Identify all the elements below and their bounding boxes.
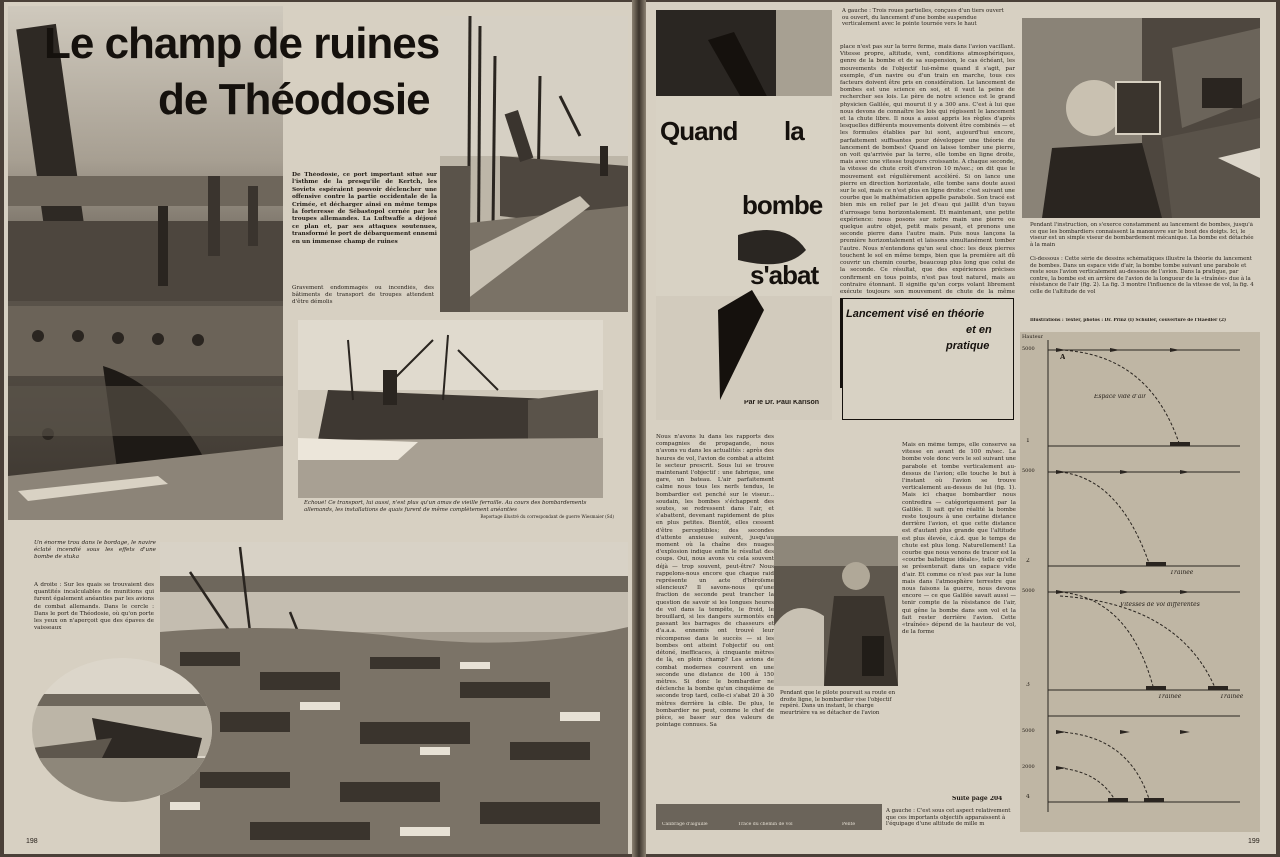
subtitle-line3: pratique xyxy=(946,340,990,352)
instruction-caption: Pendant l'instruction, on s'exerce constamment au lancement de bombes, jusqu'à ce que les bombardiers connaissent la manœuvre sur le bout des doigts. Ici, le viseur est un simple viseur de bombardement mécanique. La bombe est détachée à la main xyxy=(1030,222,1254,248)
left-page xyxy=(4,2,632,854)
ballistic-diagram-lines xyxy=(1020,332,1260,832)
diagram-alt-3: 5000 xyxy=(1022,588,1035,594)
strip-label-1: Calibrage d'aiguille xyxy=(662,822,708,827)
bombardier-photo xyxy=(774,536,898,686)
wreck-caption-body: Un énorme trou dans le bordage, le navire éclaté incendié sous les effets d'une bombe de stuka xyxy=(34,540,156,561)
diagram-top-axis: Hauteur xyxy=(1022,334,1044,340)
headline-quand: Quand xyxy=(660,116,738,146)
diagram-fig1-label: Espace vide d'air xyxy=(1094,394,1147,400)
subtitle-line2: et en xyxy=(966,324,992,336)
right-page-number: 199 xyxy=(1248,838,1260,845)
left-title-line1: Le champ de ruines xyxy=(44,19,440,68)
harbor-circle-photo xyxy=(32,658,212,802)
ballistic-diagram xyxy=(1020,332,1260,832)
diagram-fig3-a: Traînée xyxy=(1158,694,1182,700)
headline-sabat: s'abat xyxy=(750,260,819,290)
quay-caption: A droite : Sur les quais se trouvaient des quantités incalculables de munitions qui furent également anéanties par les avions de combat allemands. Dans le cercle : Dans le port de Théodosie, où qu'on porte les yeux on n'aperçoit que des épaves de vaisseaux xyxy=(34,582,154,632)
bottom-caption: A gauche : C'est sous cet aspect relativement que ces importants objectifs apparaissent à l'équipage d'une altitude de mille m xyxy=(886,808,1011,828)
diagram-fig-2: 2 xyxy=(1026,558,1030,564)
byline: Par le Dr. Paul Karlson xyxy=(744,400,820,406)
instruction-photo xyxy=(1022,18,1260,218)
diagram-fig2-label: Traînée xyxy=(1170,570,1194,576)
diagram-alt-2: 5000 xyxy=(1022,468,1035,474)
left-intro-body: De Théodosie, ce port important situé sur l'isthme de la presqu'île de Kertch, les Soviets espéraient pouvoir déclencher une offensive contre la partie occidentale de la Crimée, et décharger ainsi en même temps la forteresse de Sébastopol cernée par les troupes allemandes. La Luftwaffe a déjoué ce plan et, par ses attaques soutenues, transformé le port de débarquement ennemi en un immense champ de ruines xyxy=(292,172,437,245)
left-intro-text xyxy=(292,172,437,278)
headline-panel xyxy=(656,10,832,420)
col-a-text xyxy=(656,434,774,802)
col-c-text: Mais en même temps, elle conserve sa vitesse en avant de 100 m/sec. La bombe vole donc vers le sol suivant une parabole et tombe verticalement au-dessus de l'avion; elle touche le but à l'instant où l'avion se trouve verticalement au-dessus de lui (fig. 1). Mais ici chaque bombardier nous contredira — catégoriquement par la Galilée. Il sait qu'en réalité la bombe reste toujours à une certaine distance derrière l'avion, et que cette distance est d'autant plus grande que l'altitude est plus élevée, c.à.d. que le temps de chute est plus long. Naturellement! La courbe que nous venons de tracer est la «courbe balistique idéale», telle qu'elle se présenterait dans un espace vide d'air. Et comme ce n'est pas sur la lune mais dans l'atmosphère terrestre que nous faisons la guerre, nous devons encore — ce que Galilée savait aussi — tenir compte de la résistance de l'air, qui gêne la bombe dans son vol et la fait rester derrière l'avion. Cette «traînée» dépend de la hauteur de vol, de la forme xyxy=(902,442,1016,636)
diagram-fig3-b: Traînée xyxy=(1220,694,1244,700)
suite-page: Suite page 204 xyxy=(952,796,1003,802)
headline-bombe: bombe xyxy=(742,190,823,220)
strip-label-2: Tracé du chemin de vol xyxy=(738,822,793,827)
diagram-alt-4b: 2000 xyxy=(1022,764,1035,770)
diagram-credit: Illustrations : Texter, photos : Dr. Prinz (I) Schuller, couverture de l'Haedler (2) xyxy=(1030,318,1227,323)
wrecked-transport-photo xyxy=(298,320,603,498)
diagram-fig3-label: Vitesses de vol différentes xyxy=(1120,602,1200,608)
top-caption: A gauche : Trois roues partielles, conçues d'un tiers ouvert ou ouvert, du lancement d'une bombe suspendue verticalement avec le pointe tournée vers le haut xyxy=(842,8,1004,28)
diagram-point-a: A xyxy=(1060,354,1066,361)
col-a-body: Nous n'avons lu dans les rapports des compagnies de propagande, nous n'avons vu dans les actualités : après des heures de vol, l'avion de combat a atteint le secteur prescrit. Sous lui se trouve maintenant l'objectif : une fabrique, une gare, un bateau. L'air parfaitement calme nous tous les nerfs tendus, le bombardier est penché sur le viseur... soudain, les bombes s'échappent des soutes, se redressent dans l'air, et s'abattent, devenant rapidement de plus en plus petites. Bientôt, elles cessent d'être perceptibles; des secondes d'attente anxieuse suivent, jusqu'au moment où la chaîne des nuages d'explosion indique enfin le résultat des coups. Oui, nous avons vu cela souvent déjà — trop souvent, peut-être? Nous rappelons-nous encore que chaque raid représente un acte d'héroïsme silencieux? Il savons-nous qu'une fraction de seconde peut trancher la question de savoir si les longues heures de vol dans la tempête, le froid, le brouillard, si les dangers surmontés en passant les barrages de chasseurs et d'a.a.a. ennemis ont trouvé leur récompense dans le succès — si les bombes ont atteint l'objectif ou ont détoné, inefficaces, à cinquante mètres de là, en plein champ? Les avions de combat modernes couvrent en une seconde une distance de 100 à 150 mètres. Si donc le bombardier ne déclenche la bombe qu'un cinquième de seconde trop tard, celle-ci s'abat 20 à 30 mètres derrière la cible. De plus, le bombardier ne peut, comme le chef de pièce, se baser sur des valeurs de pointage connues. Sa xyxy=(656,434,774,729)
ship-caption: Echoué! Ce transport, lui aussi, n'est plus qu'un amas de vieille ferraille. Au cours des bombardements allemands, les installations de quais furent de même complètement anéanties xyxy=(304,500,587,513)
bombardier-caption: Pendant que le pilote poursuit sa route en droite ligne, le bombardier vise l'objectif repéré. Dans un instant, le charge meurtrière va se détacher de l'avion xyxy=(780,690,896,716)
diagram-fig-4: 4 xyxy=(1026,794,1030,800)
subtitle-line1: Lancement visé en théorie xyxy=(846,308,985,320)
page-gutter xyxy=(632,0,646,857)
harbor-ships-photo xyxy=(440,16,628,312)
left-intro-caption: Gravement endommagés ou incendiés, des bâtiments de transport de troupes attendent d'être démolis xyxy=(292,285,434,306)
diagram-intro: Ci-dessous : Cette série de dessins schématiques illustre la théorie du lancement de bombes. Dans un espace vide d'air, la bombe tombe suivant une parabole et reste sous l'avion verticalement au-dessous de l'avion. Dans la pratique, par contre, la bombe est en arrière de l'avion de la longueur de la «traînée» due à la résistance de l'air (fig. 2). La fig. 3 montre l'influence de la vitesse de vol, la fig. 4 celle de l'altitude de vol xyxy=(1030,256,1254,295)
wreck-caption xyxy=(34,540,156,580)
debris-field-photo xyxy=(160,542,628,854)
left-page-number: 198 xyxy=(26,838,38,845)
right-page xyxy=(646,2,1276,854)
diagram-fig-1: 1 xyxy=(1026,438,1030,444)
strip-label-3: Pente xyxy=(842,822,856,827)
diagram-alt-4: 5000 xyxy=(1022,728,1035,734)
ship-credit: Reportage illustré du correspondant de guerre Wiesmaier (Sd) xyxy=(480,514,614,519)
diagram-alt-1: 5000 xyxy=(1022,346,1035,352)
headline-la: la xyxy=(784,116,804,146)
left-title-line2: de Théodosie xyxy=(158,75,430,124)
col-b-text: place n'est pas sur la terre ferme, mais dans l'avion vacillant. Vitesse propre, altitude, vent, conditions atmosphériques, genre de la bombe et de sa suspension, le cas échéant, les mouvements de l'objectif lui-même quand il s'agit, par exemple, d'un navire ou d'un train en marche, tous ces facteurs doivent être pris en considération. Le lancement de bombes est une science en soi, et il vaut la peine de rechercher ses lois. Le père de notre science est le grand physicien Galilée, qui mourut il y a 300 ans. C'est à lui que nous devons de connaître les lois qui régissent le lancement et la chute libre. Il nous a aussi appris les règles d'après lesquelles différents mouvements doivent être combinés — et les formules établies par lui sont, aujourd'hui encore, parfaitement suffisantes pour développer une théorie du lancement de bombes! Quand on laisse tomber une pierre, on voit qu'arrivée par la terre, elle tombe en ligne droite, mais avec une vitesse toujours croissante. A chaque seconde, la vitesse de chute croît d'environ 10 m/sec.; on dit que le mouvement est régulièrement accéléré. Si on lance une pierre en direction horizontale, elle tombe sans doute aussi sur le sol, mais ce n'est plus en ligne droite: c'est suivant une courbe que le mathématicien appelle parabole. Son tracé est bien mis en relief par le jet d'eau qui jaillit d'un tuyau d'arrosage tenu horizontalement. Et maintenant, une petite expérience: nous posons sur notre main une pierre ou quelque autre objet, petit mais pesant, et prenons une seconde pierre dans l'autre main. Puis nous lançons la première horizontalement et laissons simultanément tomber l'autre. Nous n'entendons qu'un seul choc: les deux pierres touchent le sol en même temps, bien que la première ait dû couvrir un chemin courbe, beaucoup plus long que celui de la seconde. Ce résultat, que des expériences précises confirment en tous points, n'est pas tout naturel, mais au contraire étonnant. Il signifie qu'un corps volant librement exécute toujours son mouvement de chute de la même xyxy=(840,44,1015,294)
diagram-fig-3: 3 xyxy=(1026,682,1030,688)
